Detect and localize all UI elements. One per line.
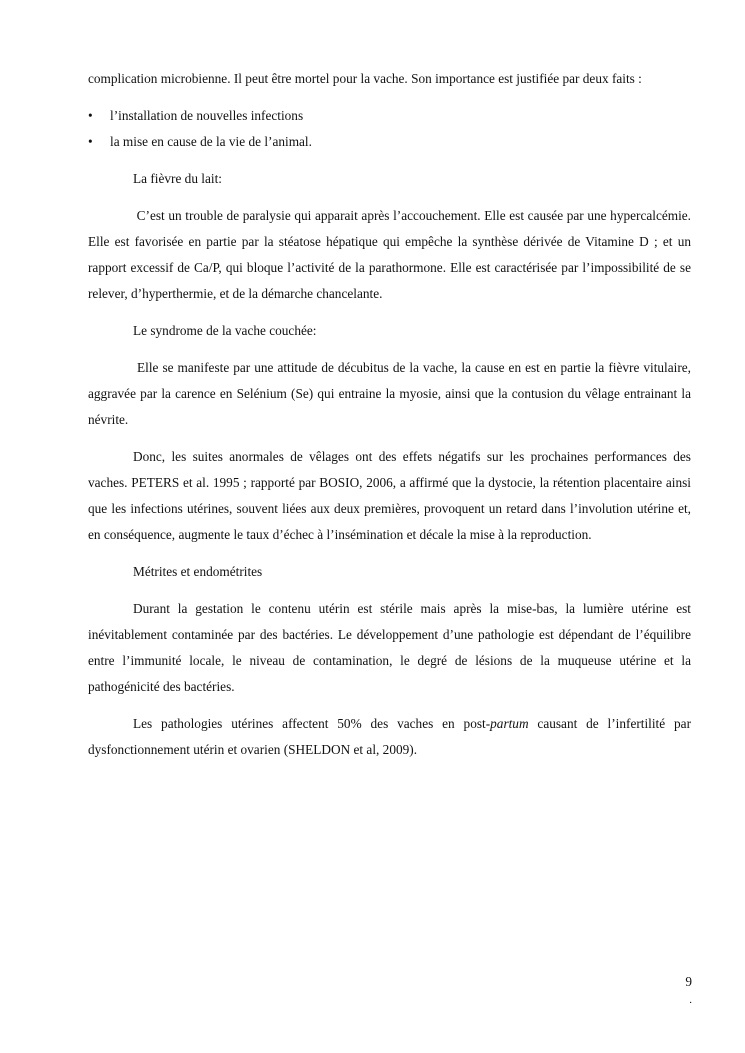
- paragraph-vache-couchee: Elle se manifeste par une attitude de décubitus de la vache, la cause en est en partie la fièvre vitulaire, aggravée par la carence en Selénium (Se) qui entraine la myosie, ainsi que la contusion du vêlage entrainant la névrite.: [88, 360, 695, 427]
- section-heading-metrites: Métrites et endométrites: [133, 564, 263, 579]
- paragraph-metrites: Durant la gestation le contenu utérin est stérile mais après la mise-bas, la lumière utérine est inévitablement contaminée par des bactéries. Le développement d’une pathologie est dépendant de l’équilibre entre l’immunité locale, le niveau de contamination, le degré de lésions de la muqueuse utérine et la pathogénicité des bactéries.: [88, 601, 691, 694]
- intro-paragraph: complication microbienne. Il peut être mortel pour la vache. Son importance est justifiée par deux faits :: [88, 71, 642, 86]
- page-number-dot: .: [689, 994, 692, 1006]
- paragraph-fievre-du-lait: C’est un trouble de paralysie qui apparait après l’accouchement. Elle est causée par une hypercalcémie. Elle est favorisée en partie par la stéatose hépatique qui empêche la synthèse dérivée de Vitamine D ; et un rapport excessif de Ca/P, qui bloque l’activité de la parathormone. Elle est caractérisée par l’impossibilité de se relever, d’hyperthermie, et de la démarche chancelante.: [88, 208, 695, 301]
- text-segment: causant de l’infertilité par dysfonctionnement utérin et ovarien (SHELDON et al, 2009).: [88, 716, 695, 757]
- page-number: 9: [685, 974, 692, 989]
- paragraph-conclusion: Donc, les suites anormales de vêlages ont des effets négatifs sur les prochaines performances des vaches. PETERS et al. 1995 ; rapporté par BOSIO, 2006, a affirmé que la dystocie, la rétention placentaire ainsi que les infections utérines, souvent liées aux deux premières, provoquent un retard dans l’involution utérine et, en conséquence, augmente le taux d’échec à l’insémination et décale la mise à la reproduction.: [88, 449, 691, 542]
- bullet-list: [88, 103, 691, 155]
- bullet-text: la mise en cause de la vie de l’animal.: [110, 134, 312, 149]
- list-item: [88, 129, 691, 155]
- section-heading-fievre-du-lait: La fièvre du lait:: [133, 171, 222, 186]
- paragraph-pathologies-uterines: [88, 711, 695, 763]
- text-segment: Les pathologies utérines affectent 50% des vaches en post-: [133, 716, 491, 731]
- document-page: [88, 66, 695, 763]
- section-heading-vache-couchee: Le syndrome de la vache couchée:: [133, 323, 317, 338]
- bullet-text: l’installation de nouvelles infections: [110, 108, 304, 123]
- list-item: [88, 103, 691, 129]
- bullet-icon: •: [88, 134, 93, 149]
- italic-term-partum: partum: [490, 716, 529, 731]
- bullet-icon: •: [88, 108, 93, 123]
